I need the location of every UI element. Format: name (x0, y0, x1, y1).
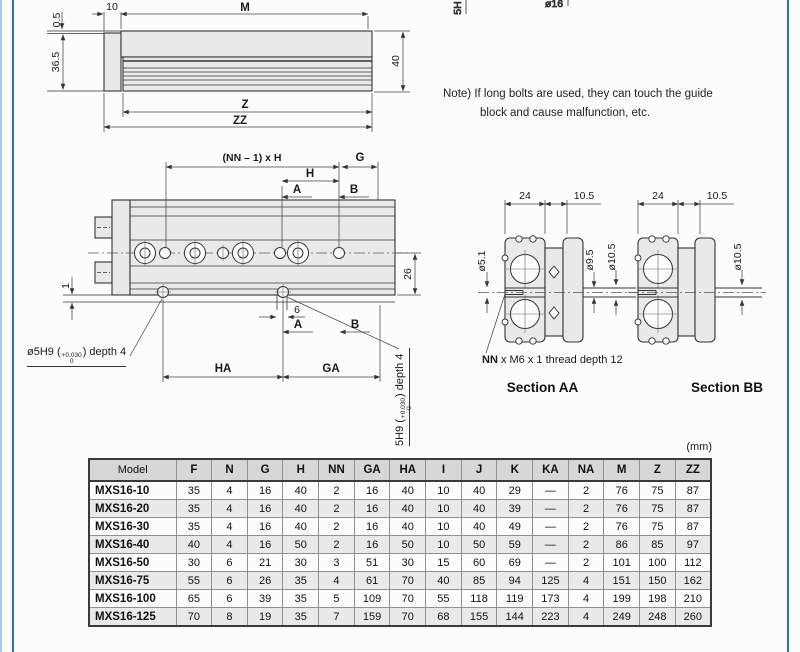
table-cell: 35 (176, 481, 212, 500)
top-end-cap (112, 200, 130, 295)
tolerance-upper: +0.030 (61, 352, 82, 359)
dim-label-g: G (355, 152, 365, 164)
aa-dim-dia5-1: ø5.1 (476, 250, 488, 272)
dim-label-z: Z (241, 99, 249, 111)
table-cell: 159 (354, 608, 390, 627)
table-cell: 6 (212, 590, 248, 608)
dim-label-6: 6 (294, 304, 300, 316)
table-cell: 68 (426, 608, 462, 627)
table-cell: 86 (604, 536, 640, 554)
table-cell: 40 (461, 500, 497, 518)
hole-spec-prefix: 5H9 ( (394, 419, 406, 446)
note-line-1: Note) If long bolts are used, they can touch the guide (443, 88, 713, 100)
table-cell: 3 (319, 554, 355, 572)
column-header: NA (568, 459, 604, 481)
table-cell: 87 (675, 500, 711, 518)
table-cell: 4 (568, 608, 604, 627)
hole-spec-suffix: ) depth 4 (82, 346, 127, 358)
column-header: M (604, 459, 640, 481)
column-header: K (497, 459, 533, 481)
dim-label-1: 1 (60, 283, 72, 289)
table-header-row (89, 459, 711, 481)
table-cell: 76 (604, 481, 640, 500)
thread-spec-text: x M6 x 1 thread depth 12 (497, 354, 623, 366)
table-head (89, 459, 711, 481)
table-cell: 94 (497, 572, 533, 590)
dim-label-ga: GA (322, 363, 340, 375)
model-cell: MXS16-30 (89, 518, 176, 536)
table-cell: 10 (426, 481, 462, 500)
table-cell: 2 (568, 481, 604, 500)
table-cell: 6 (212, 554, 248, 572)
table-cell: 40 (461, 518, 497, 536)
table-cell: 76 (604, 500, 640, 518)
table-cell: 100 (640, 554, 676, 572)
column-header: GA (354, 459, 390, 481)
table-cell: 2 (319, 500, 355, 518)
dim-label-0-5: 0.5 (51, 12, 63, 28)
table-cell: 173 (533, 590, 569, 608)
table-cell: 2 (568, 518, 604, 536)
model-cell: MXS16-50 (89, 554, 176, 572)
table-cell: 101 (604, 554, 640, 572)
note-line-2: block and cause malfunction, etc. (480, 107, 651, 119)
fragment-label-dia16: ø16 (545, 0, 564, 10)
table-cell: 69 (497, 554, 533, 572)
unit-label: (mm) (686, 441, 712, 453)
tolerance-lower: 0 (406, 406, 413, 410)
column-header: J (461, 459, 497, 481)
table-cell: 85 (461, 572, 497, 590)
table-cell: 151 (604, 572, 640, 590)
aa-dim-24: 24 (519, 190, 531, 202)
table-cell: 16 (354, 500, 390, 518)
table-cell: 85 (640, 536, 676, 554)
table-cell: 76 (604, 518, 640, 536)
table-cell: — (533, 554, 569, 572)
table-cell: 199 (604, 590, 640, 608)
rot-label-leader (287, 297, 399, 349)
table-cell: 6 (212, 572, 248, 590)
fragment-label-5h: 5H (452, 1, 464, 15)
table-cell: 70 (390, 608, 426, 627)
table-cell: — (533, 518, 569, 536)
table-cell: 40 (283, 481, 319, 500)
dim-label-m: M (240, 2, 250, 14)
model-cell: MXS16-100 (89, 590, 176, 608)
table-cell: 40 (426, 572, 462, 590)
table-cell: 16 (354, 518, 390, 536)
table-cell: 16 (247, 518, 283, 536)
aa-dim-10-5: 10.5 (573, 190, 595, 202)
model-cell: MXS16-40 (89, 536, 176, 554)
section-aa-title: Section AA (506, 380, 579, 395)
dim-label-a-top: A (292, 184, 302, 196)
table-cell: 59 (497, 536, 533, 554)
table-cell: 16 (247, 481, 283, 500)
table-cell: 55 (176, 572, 212, 590)
column-header: G (247, 459, 283, 481)
note-text (443, 85, 793, 123)
column-header: ZZ (675, 459, 711, 481)
dim-label-36-5: 36.5 (50, 51, 62, 73)
table-cell: 2 (568, 554, 604, 572)
table-cell: 150 (640, 572, 676, 590)
table-cell: 144 (497, 608, 533, 627)
table-row (89, 608, 711, 627)
dim-label-a-bottom: A (293, 319, 303, 331)
table-cell: 40 (390, 481, 426, 500)
table-cell: 50 (390, 536, 426, 554)
side-end-plate (104, 33, 121, 91)
table-cell: 70 (390, 572, 426, 590)
table-cell: 5 (319, 590, 355, 608)
table-cell: 97 (675, 536, 711, 554)
table-cell: 4 (568, 590, 604, 608)
table-cell: 49 (497, 518, 533, 536)
table-cell: 70 (390, 590, 426, 608)
table-cell: 4 (212, 500, 248, 518)
column-header: HA (390, 459, 426, 481)
table-cell: 4 (212, 518, 248, 536)
table-cell: 40 (390, 500, 426, 518)
tolerance-lower: 0 (69, 358, 74, 365)
table-cell: 4 (568, 572, 604, 590)
table-body (89, 481, 711, 626)
table-cell: 248 (640, 608, 676, 627)
table-cell: 29 (497, 481, 533, 500)
column-header: KA (533, 459, 569, 481)
table-cell: 4 (212, 481, 248, 500)
model-cell: MXS16-20 (89, 500, 176, 518)
table-cell: 35 (283, 608, 319, 627)
table-cell: 4 (319, 572, 355, 590)
model-cell: MXS16-10 (89, 481, 176, 500)
table-cell: 61 (354, 572, 390, 590)
table-cell: 198 (640, 590, 676, 608)
table-cell: 15 (426, 554, 462, 572)
bb-dim-10-5: 10.5 (706, 190, 728, 202)
table-cell: 87 (675, 481, 711, 500)
table-row (89, 572, 711, 590)
hole-spec-suffix: ) depth 4 (394, 353, 406, 398)
clipped-drawing-fragments (452, 0, 568, 15)
section-bb-title: Section BB (690, 380, 763, 395)
bb-side-plate (695, 238, 715, 342)
side-table-slab (121, 31, 372, 57)
model-cell: MXS16-125 (89, 608, 176, 627)
table-cell: 60 (461, 554, 497, 572)
dim-label-nn1h: (NN – 1) x H (222, 152, 282, 164)
column-header: Model (89, 459, 176, 481)
table-cell: 50 (283, 536, 319, 554)
table-cell: 10 (426, 500, 462, 518)
table-cell: 75 (640, 481, 676, 500)
table-cell: 75 (640, 518, 676, 536)
table-cell: 39 (497, 500, 533, 518)
section-aa-drawing (476, 190, 640, 353)
table-cell: 75 (640, 500, 676, 518)
table-row (89, 500, 711, 518)
table-cell: 40 (390, 518, 426, 536)
bb-dim-dia10-5: ø10.5 (732, 243, 744, 271)
table-cell: 2 (568, 500, 604, 518)
table-cell: 35 (176, 518, 212, 536)
top-body (130, 200, 395, 295)
dimension-table (88, 458, 712, 627)
table-cell: 30 (283, 554, 319, 572)
table-cell: 155 (461, 608, 497, 627)
column-header: I (426, 459, 462, 481)
column-header: NN (319, 459, 355, 481)
table-cell: 19 (247, 608, 283, 627)
table-cell: 118 (461, 590, 497, 608)
table-cell: 35 (283, 590, 319, 608)
table-cell: 30 (390, 554, 426, 572)
table-cell: 10 (426, 536, 462, 554)
hole-spec-tolerance (61, 353, 83, 365)
table-cell: 2 (568, 536, 604, 554)
table-cell: 70 (176, 608, 212, 627)
table-cell: 51 (354, 554, 390, 572)
table-cell: 16 (354, 536, 390, 554)
table-row (89, 590, 711, 608)
table-cell: 2 (319, 518, 355, 536)
table-cell: — (533, 481, 569, 500)
table-cell: 35 (176, 500, 212, 518)
table-cell: 87 (675, 518, 711, 536)
table-cell: 210 (675, 590, 711, 608)
table-cell: 40 (176, 536, 212, 554)
hole-spec-label-rotated (394, 348, 413, 446)
table-cell: 50 (461, 536, 497, 554)
table-cell: 30 (176, 554, 212, 572)
aa-side-plate (563, 238, 583, 342)
side-view-drawing (47, 1, 410, 132)
bb-guide-block (678, 248, 695, 336)
table-cell: 35 (283, 572, 319, 590)
table-cell: 112 (675, 554, 711, 572)
aa-dim-dia10-5: ø10.5 (606, 243, 618, 271)
dim-label-zz: ZZ (232, 115, 248, 127)
table-cell: 10 (426, 518, 462, 536)
column-header: Z (640, 459, 676, 481)
dim-label-40: 40 (390, 55, 402, 67)
dim-label-b-bottom: B (350, 319, 360, 331)
table-cell: 65 (176, 590, 212, 608)
table-row (89, 518, 711, 536)
table-cell: 2 (319, 536, 355, 554)
thread-spec-nn: NN (482, 354, 498, 366)
column-header: N (212, 459, 248, 481)
table-cell: 16 (247, 500, 283, 518)
table-cell: 26 (247, 572, 283, 590)
table-cell: 40 (461, 481, 497, 500)
table-cell: 109 (354, 590, 390, 608)
column-header: F (176, 459, 212, 481)
dim-label-h: H (305, 168, 315, 180)
table-cell: 40 (283, 500, 319, 518)
dim-label-26: 26 (402, 268, 414, 280)
table-cell: 21 (247, 554, 283, 572)
table-cell: 16 (354, 481, 390, 500)
table-cell: 7 (319, 608, 355, 627)
table-cell: 249 (604, 608, 640, 627)
hole-label-leader (130, 299, 162, 356)
column-header: H (283, 459, 319, 481)
aa-guide-block (545, 248, 563, 336)
hole-spec-prefix: ø5H9 ( (27, 346, 61, 358)
hole-spec-tolerance (401, 397, 413, 419)
table-row (89, 481, 711, 500)
table-cell: 162 (675, 572, 711, 590)
table-cell: — (533, 536, 569, 554)
table-cell: 4 (212, 536, 248, 554)
table-row (89, 536, 711, 554)
hole-spec-label (27, 346, 126, 367)
table-cell: 260 (675, 608, 711, 627)
table-cell: 16 (247, 536, 283, 554)
table-cell: 119 (497, 590, 533, 608)
table-cell: 55 (426, 590, 462, 608)
table-cell: 125 (533, 572, 569, 590)
model-cell: MXS16-75 (89, 572, 176, 590)
table-cell: — (533, 500, 569, 518)
dim-label-ha: HA (214, 363, 232, 375)
bb-dim-24: 24 (652, 190, 664, 202)
table-cell: 2 (319, 481, 355, 500)
table-cell: 39 (247, 590, 283, 608)
thread-spec-label (482, 354, 623, 366)
aa-dim-dia9-5: ø9.5 (584, 249, 596, 271)
section-bb-drawing (628, 190, 766, 344)
table-cell: 8 (212, 608, 248, 627)
table-row (89, 554, 711, 572)
tolerance-upper: +0.030 (400, 398, 407, 419)
dim-label-b-top: B (349, 184, 359, 196)
table-cell: 40 (283, 518, 319, 536)
dim-label-10: 10 (106, 1, 118, 13)
side-rail-body (123, 57, 372, 91)
table-cell: 223 (533, 608, 569, 627)
